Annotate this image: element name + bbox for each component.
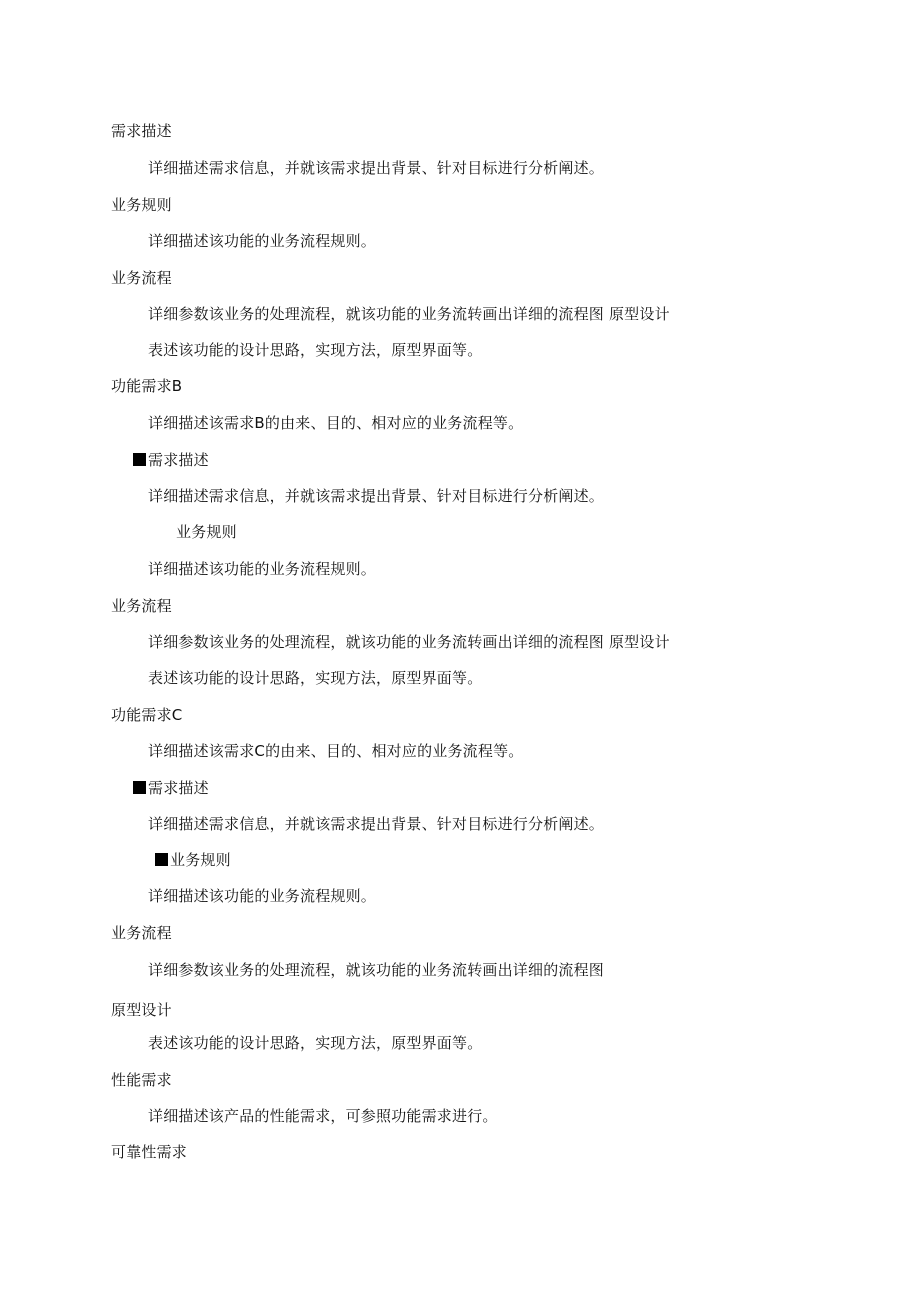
paragraph-b-business-process: 详细参数该业务的处理流程，就该功能的业务流转画出详细的流程图 原型设计 bbox=[148, 633, 670, 651]
heading-b-requirement-description bbox=[133, 450, 209, 470]
square-bullet-icon bbox=[155, 853, 168, 866]
heading-c-business-rules-text: 业务规则 bbox=[170, 851, 231, 869]
square-bullet-icon bbox=[133, 453, 146, 466]
heading-b-business-process: 业务流程 bbox=[111, 597, 172, 615]
heading-b-business-rules: 业务规则 bbox=[176, 523, 237, 541]
paragraph-function-requirement-c: 详细描述该需求C的由来、目的、相对应的业务流程等。 bbox=[148, 742, 524, 760]
paragraph-function-requirement-b: 详细描述该需求B的由来、目的、相对应的业务流程等。 bbox=[148, 414, 524, 432]
paragraph-b-business-rules: 详细描述该功能的业务流程规则。 bbox=[148, 560, 377, 578]
heading-b-requirement-description-text: 需求描述 bbox=[148, 451, 209, 469]
paragraph-business-rules: 详细描述该功能的业务流程规则。 bbox=[148, 232, 377, 250]
paragraph-c-requirement-description: 详细描述需求信息，并就该需求提出背景、针对目标进行分析阐述。 bbox=[148, 815, 605, 833]
heading-performance-requirements: 性能需求 bbox=[111, 1071, 172, 1089]
paragraph-prototype-design: 表述该功能的设计思路，实现方法，原型界面等。 bbox=[148, 341, 483, 359]
heading-function-requirement-b: 功能需求B bbox=[111, 377, 183, 395]
heading-business-process: 业务流程 bbox=[111, 269, 172, 287]
heading-c-requirement-description-text: 需求描述 bbox=[148, 779, 209, 797]
paragraph-c-business-rules: 详细描述该功能的业务流程规则。 bbox=[148, 887, 377, 905]
heading-c-prototype-design: 原型设计 bbox=[111, 1001, 172, 1019]
heading-requirement-description: 需求描述 bbox=[111, 122, 172, 140]
paragraph-b-requirement-description: 详细描述需求信息，并就该需求提出背景、针对目标进行分析阐述。 bbox=[148, 487, 605, 505]
heading-function-requirement-c: 功能需求C bbox=[111, 706, 183, 724]
heading-reliability-requirements: 可靠性需求 bbox=[111, 1143, 188, 1161]
heading-business-rules: 业务规则 bbox=[111, 196, 172, 214]
paragraph-business-process: 详细参数该业务的处理流程，就该功能的业务流转画出详细的流程图 原型设计 bbox=[148, 305, 670, 323]
heading-c-business-rules bbox=[155, 850, 231, 870]
heading-c-requirement-description bbox=[133, 778, 209, 798]
paragraph-requirement-description: 详细描述需求信息，并就该需求提出背景、针对目标进行分析阐述。 bbox=[148, 159, 605, 177]
square-bullet-icon bbox=[133, 781, 146, 794]
paragraph-performance-requirements: 详细描述该产品的性能需求，可参照功能需求进行。 bbox=[148, 1107, 498, 1125]
heading-c-business-process: 业务流程 bbox=[111, 924, 172, 942]
paragraph-c-prototype-design: 表述该功能的设计思路，实现方法，原型界面等。 bbox=[148, 1034, 483, 1052]
paragraph-b-prototype-design: 表述该功能的设计思路，实现方法，原型界面等。 bbox=[148, 669, 483, 687]
paragraph-c-business-process: 详细参数该业务的处理流程，就该功能的业务流转画出详细的流程图 bbox=[148, 961, 605, 979]
